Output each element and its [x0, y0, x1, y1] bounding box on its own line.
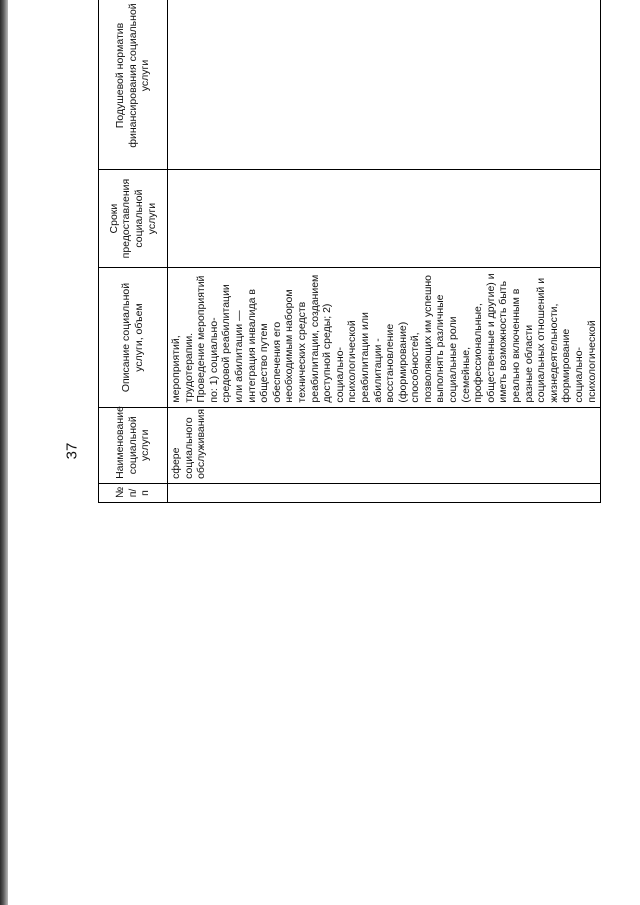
header-number: № п/п	[99, 483, 168, 502]
rotated-table-frame	[98, 3, 598, 849]
header-financing-norm: Подушевой норматив финансирования социальной услуги	[99, 0, 168, 169]
header-terms: Сроки предоставления социальной услуги	[99, 169, 168, 268]
cell-description: мероприятий, трудотерапии. Проведение мероприятий по: 1) социально-средовой реабилитации или абилитации — интеграция инвалида в общество путем обеспечения его необходимым набором технических средств реабилитации, созданием доступной среды; 2) социально-психологической реабилитации или абилитации - восстановление (формирование) способностей, позволяющих им успешно выполнять различные социальные роли (семейные, профессиональные, общественные и другие) и иметь возможность быть реально включенным в разные области социальных отношений и жизнедеятельности, формирование социально-психологической	[168, 268, 601, 407]
scan-left-edge	[0, 0, 8, 905]
page-number: 37	[63, 442, 80, 460]
table-row	[168, 0, 601, 503]
cell-financing-norm	[168, 0, 601, 169]
cell-service-name: сфере социального обслуживания	[168, 407, 601, 483]
header-description: Описание социальной услуги, объем	[99, 268, 168, 407]
header-service-name: Наименование социальной услуги	[99, 407, 168, 483]
table-header-row	[99, 0, 168, 503]
cell-terms	[168, 169, 601, 268]
cell-number	[168, 483, 601, 502]
social-services-table	[98, 0, 601, 503]
